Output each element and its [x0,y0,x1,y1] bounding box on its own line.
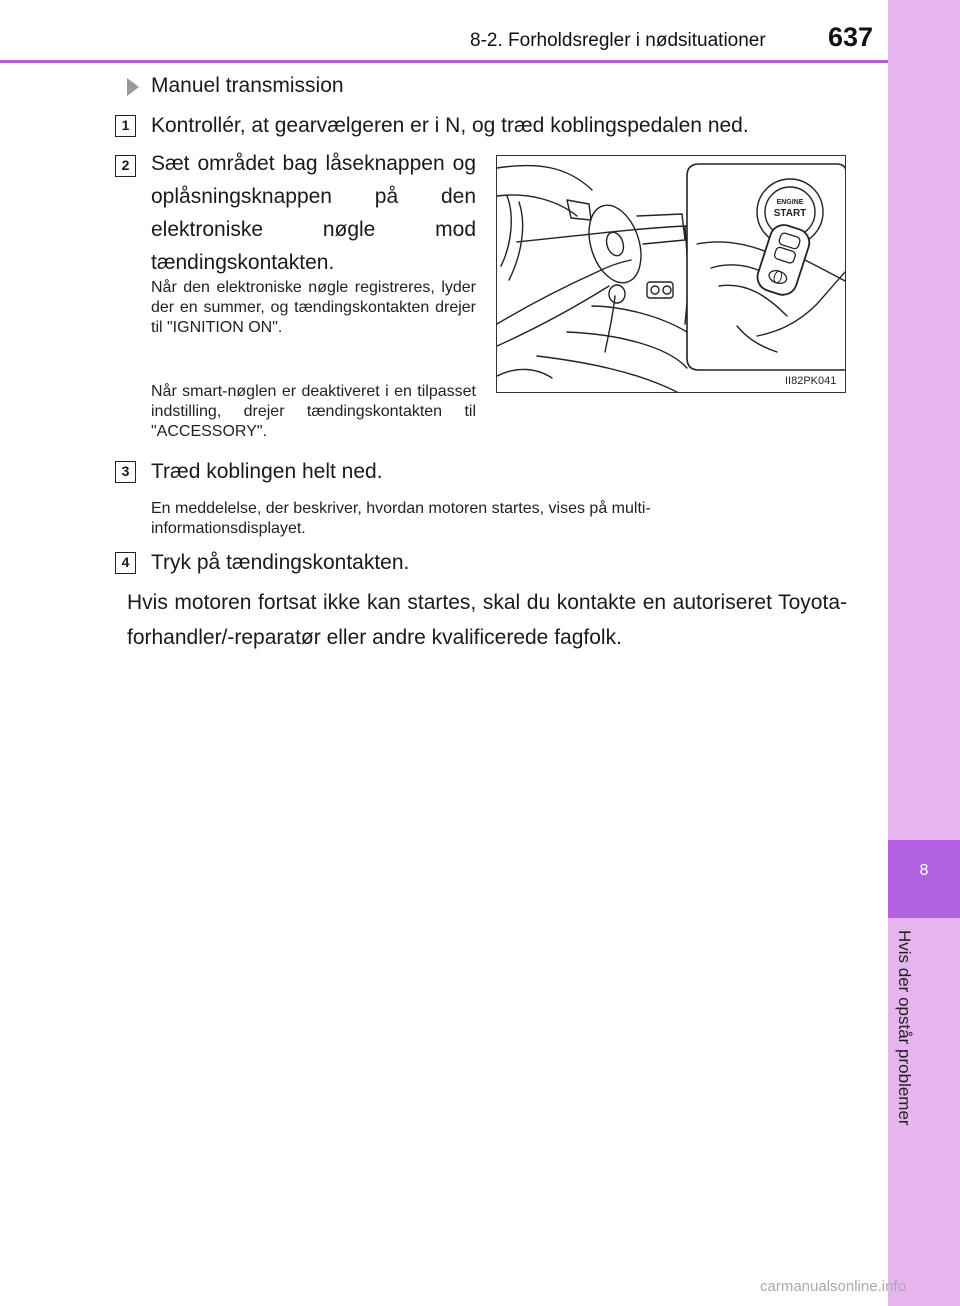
step-number-box: 4 [115,552,136,574]
step-text: Træd koblingen helt ned. [151,460,383,483]
step-number-box: 1 [115,115,136,137]
button-label-bottom: START [773,208,807,219]
chapter-number: 8 [919,862,929,879]
step-number-box: 2 [115,155,136,177]
step-text: Sæt området bag låseknappen og oplåsningsknappen på den elektroniske nøgle mod tændingskontakten. [151,152,476,274]
step-note: En meddelelse, der beskriver, hvordan motoren startes, vises på multi-informationsdisplayet. [151,500,651,537]
page-number: 637 [828,22,874,52]
illustration-drawing [497,156,846,393]
step-text: Tryk på tændingskontakten. [151,551,410,574]
footer-watermark[interactable]: carmanualsonline.info [760,1278,906,1295]
step-number-box: 3 [115,461,136,483]
triangle-bullet-icon [127,78,139,96]
figure-code: II82PK041 [785,375,837,387]
step-text: Kontrollér, at gearvælgeren er i N, og træd koblingspedalen ned. [151,114,749,137]
closing-paragraph: Hvis motoren fortsat ikke kan startes, skal du kontakte en autoriseret Toyota-forhandler/-reparatør eller andre kvalificerede fagfolk. [127,591,847,649]
header-rule [0,60,888,63]
chapter-title-text: Hvis der opstår problemer [895,930,914,1126]
section-title: 8-2. Forholdsregler i nødsituationer [470,30,766,51]
step-note: Når smart-nøglen er deaktiveret i en tilpasset indstilling, drejer tændingskontakten til "ACCESSORY". [151,383,476,440]
subheading: Manuel transmission [151,74,344,97]
step-note: Når den elektroniske nøgle registreres, lyder der en summer, og tændingskontakten drejer til "IGNITION ON". [151,279,476,336]
start-procedure-illustration [496,155,846,393]
button-label-top: ENGINE [776,199,804,206]
